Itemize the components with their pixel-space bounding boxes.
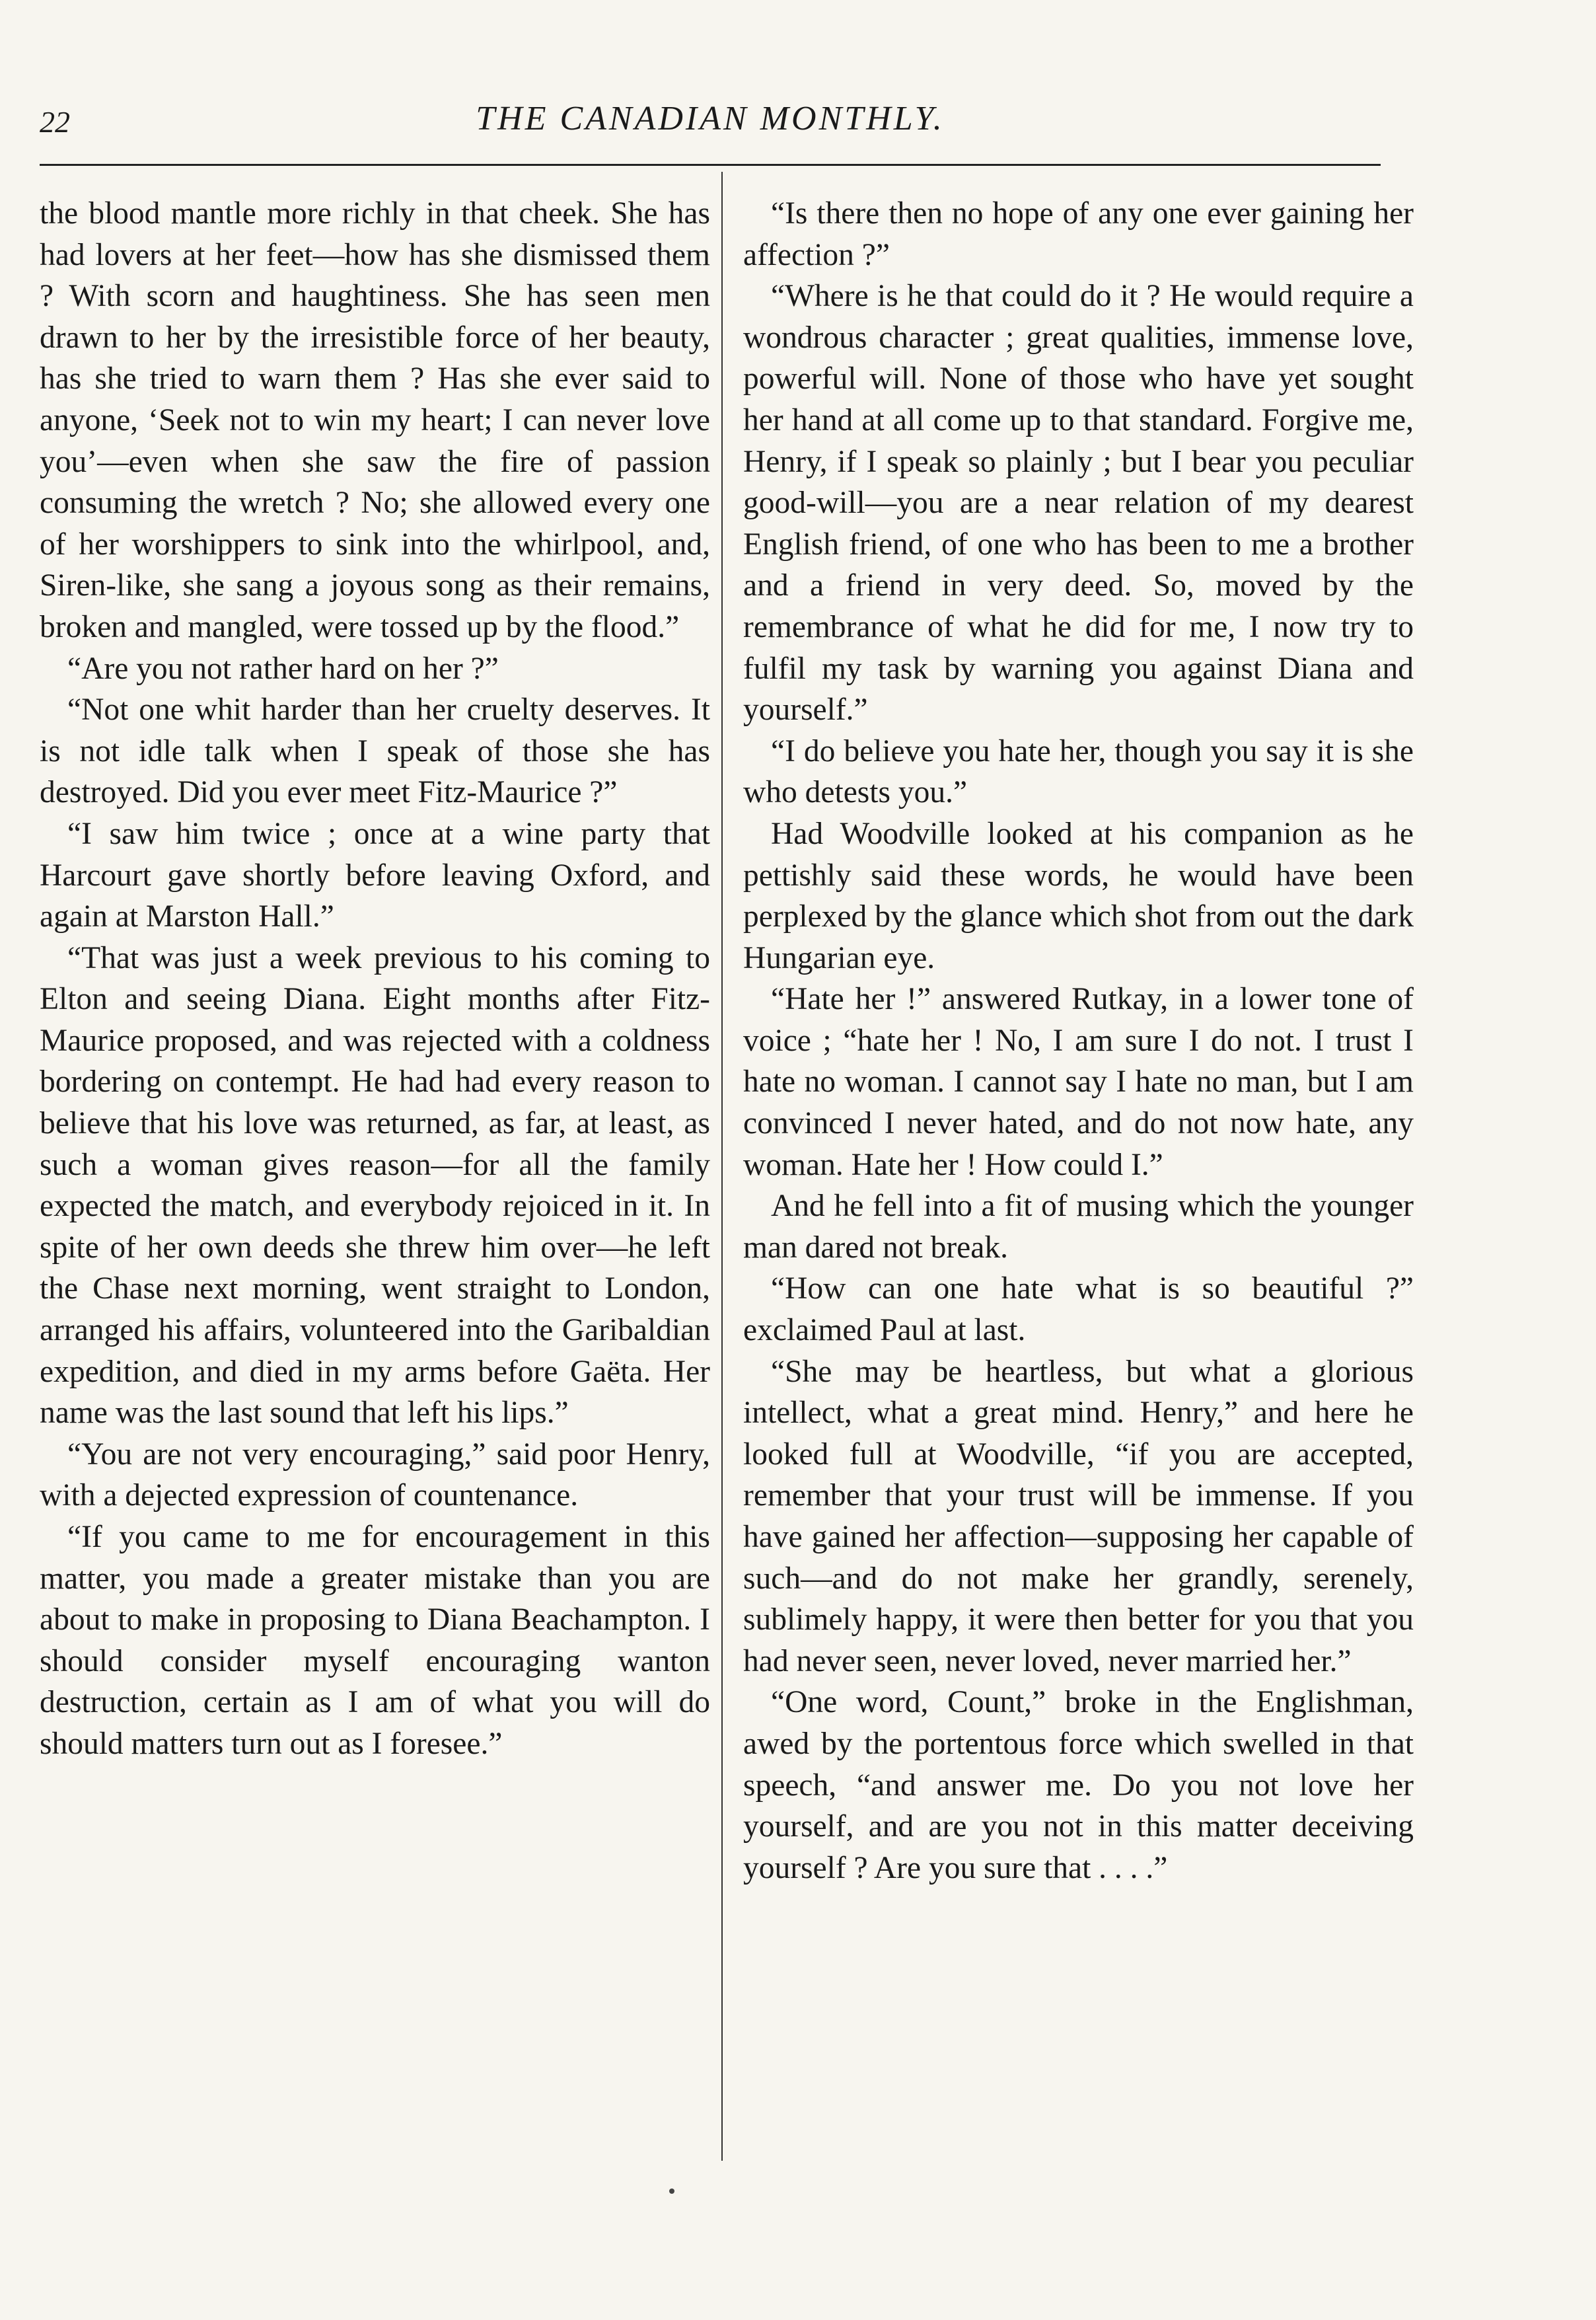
print-speck xyxy=(669,2189,674,2194)
paragraph: the blood mantle more richly in that cheek. She has had lovers at her feet—how has she dismissed them ? With scorn and haughtiness. She has seen men drawn to her by the irresistible force of her beauty, has she tried to warn them ? Has she ever said to anyone, ‘Seek not to win my heart; I can never love you’—even when she saw the fire of passion consuming the wretch ? No; she allowed every one of her worshippers to sink into the whirlpool, and, Siren-like, she sang a joyous song as their remains, broken and mangled, were tossed up by the flood.” xyxy=(40,196,710,644)
right-column xyxy=(743,193,1414,1889)
paragraph: “That was just a week previous to his coming to Elton and seeing Diana. Eight months after Fitz-Maurice proposed, and was rejected with a coldness bordering on contempt. He had had every reason to believe that his love was returned, as far, at least, as such a woman gives reason—for all the family expected the match, and everybody rejoiced in it. In spite of her own deeds she threw him over—he left the Chase next morning, went straight to London, arranged his affairs, volunteered into the Garibaldian expedition, and died in my arms before Gaëta. Her name was the last sound that left his lips.” xyxy=(40,940,710,1431)
paragraph: “She may be heartless, but what a glorious intellect, what a great mind. Henry,” and here he looked full at Woodville, “if you are accepted, remember that your trust will be immense. If you have gained her affection—supposing her capable of such—and do not make her grandly, serenely, sublimely happy, it were then better for you that you had never seen, never loved, never married her.” xyxy=(743,1354,1414,1678)
page-number: 22 xyxy=(40,105,70,139)
paragraph: Had Woodville looked at his companion as he pettishly said these words, he would have been perplexed by the glance which shot from out the dark Hungarian eye. xyxy=(743,816,1414,975)
page-header xyxy=(40,99,1381,152)
paragraph: “How can one hate what is so beautiful ?” exclaimed Paul at last. xyxy=(743,1271,1414,1348)
running-title: THE CANADIAN MONTHLY. xyxy=(476,100,945,137)
paragraph: And he fell into a fit of musing which the younger man dared not break. xyxy=(743,1189,1414,1265)
paragraph: “If you came to me for encouragement in this matter, you made a greater mistake than you are about to make in proposing to Diana Beachampton. I should consider myself encouraging wanton destruction, certain as I am of what you will do should matters turn out as I foresee.” xyxy=(40,1520,710,1761)
paragraph: “Is there then no hope of any one ever gaining her affection ?” xyxy=(743,196,1414,272)
paragraph: “Are you not rather hard on her ?” xyxy=(67,651,499,686)
paragraph: “Hate her !” answered Rutkay, in a lower tone of voice ; “hate her ! No, I am sure I do not. I trust I hate no woman. I cannot say I hate no man, but I am convinced I never hated, and do not now hate, any woman. Hate her ! How could I.” xyxy=(743,982,1414,1182)
paragraph: “You are not very encouraging,” said poor Henry, with a dejected expression of countenance. xyxy=(40,1437,710,1513)
paragraph: “One word, Count,” broke in the Englishman, awed by the portentous force which swelled in that speech, “and answer me. Do you not love her yourself, and are you not in this matter deceiving yourself ? Are you sure that . . . .” xyxy=(743,1685,1414,1885)
paragraph: “Not one whit harder than her cruelty deserves. It is not idle talk when I speak of those she has destroyed. Did you ever meet Fitz-Maurice ?” xyxy=(40,692,710,810)
paragraph: “I saw him twice ; once at a wine party that Harcourt gave shortly before leaving Oxford, and again at Marston Hall.” xyxy=(40,816,710,934)
left-column xyxy=(40,193,710,1765)
paragraph: “Where is he that could do it ? He would require a wondrous character ; great qualities, immense love, powerful will. None of those who have yet sought her hand at all come up to that standard. Forgive me, Henry, if I speak so plainly ; but I bear you peculiar good-will—you are a near relation of my dearest English friend, of one who has been to me a brother and a friend in very deed. So, moved by the remembrance of what he did for me, I now try to fulfil my task by warning you against Diana and yourself.” xyxy=(743,279,1414,728)
paragraph: “I do believe you hate her, though you say it is she who detests you.” xyxy=(743,733,1414,810)
column-divider xyxy=(721,172,723,2161)
header-rule xyxy=(40,164,1381,166)
